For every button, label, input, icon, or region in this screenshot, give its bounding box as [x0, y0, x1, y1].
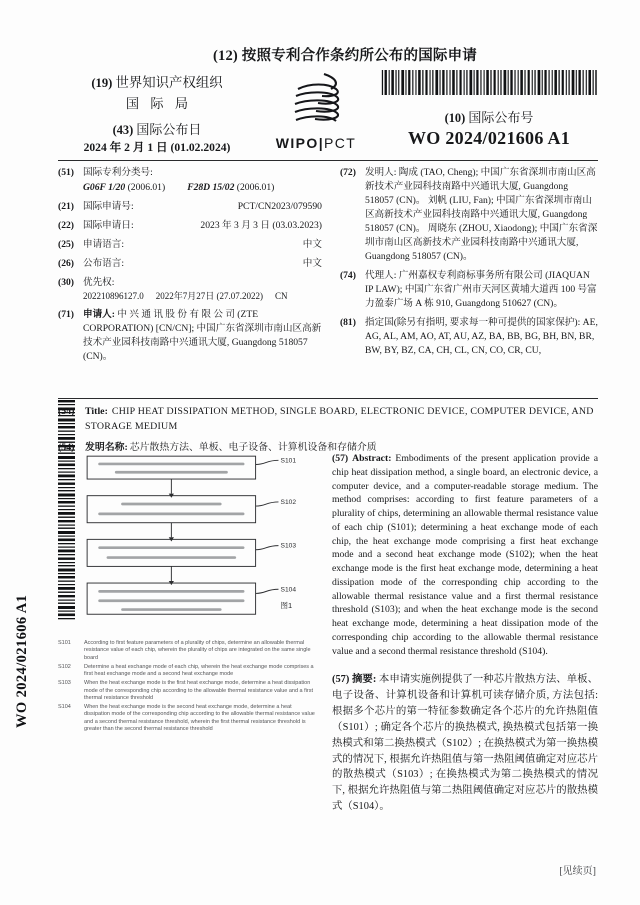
field-applicant-value: 中 兴 通 讯 股 份 有 限 公 司 (ZTE CORPORATION) [CN/CN]; 中国广东省深圳市南山区高新技术产业园科技南路中兴通讯大厦, Guangdong 518057 (CN)。: [83, 309, 322, 363]
ipc-class-2: F28D 15/02: [187, 182, 235, 193]
legend-code-s103: S103: [58, 680, 71, 687]
field-ipc-label: 国际专利分类号:: [83, 167, 153, 178]
legend-code-s101: S101: [58, 640, 71, 646]
flow-diagram: [58, 452, 318, 634]
abstract-en-label: Abstract:: [352, 453, 392, 464]
header-title-12: 按照专利合作条约所公布的国际申请: [241, 48, 477, 64]
field-priority: [58, 276, 322, 303]
field-filing-language-value: 中文: [302, 239, 322, 250]
field-application-number-code: (21): [58, 201, 74, 212]
title-english: [58, 405, 598, 435]
wipo-separator: |: [318, 135, 325, 151]
priority-date: 2022年7月27日 (27.07.2022): [155, 291, 263, 301]
field-agent-value: 广州嘉权专利商标事务所有限公司 (JIAQUAN IP LAW); 中国广东省广州市天河区黄埔大道西 100 号富力盈泰广场 A 栋 910, Guangdong 510627 (CN)。: [364, 270, 597, 309]
title-zh-label: 发明名称:: [85, 441, 128, 453]
title-top-divider: [58, 398, 598, 399]
field-applicant-code: (71): [58, 309, 74, 321]
legend-code-s102: S102: [58, 663, 71, 670]
abstract-zh-text: 本申请实施例提供了一种芯片散热方法、单板、电子设备、计算机设备和计算机可读存储介质, 方法包括: 根据多个芯片的第一特征参数确定各个芯片的允许热阻值（S101）; 确定各个芯片的换热模式, 换热模式包括第一换热模式和第二换热模式（S102）; 在换热模式为第一换热模式的情况下, 根据允许热阻值与第一热阻阈值确定对应芯片的散热模式（S103）; 在换热模式为第二换热模式的情况下, 根据允许热阻值与第二热阻阈值确定对应芯片的散热模式（S104）。: [332, 674, 598, 812]
wipo-wordmark: [252, 135, 380, 151]
priority-number: 202210896127.0: [83, 291, 144, 301]
title-en-text: CHIP HEAT DISSIPATION METHOD, SINGLE BOARD, ELECTRONIC DEVICE, COMPUTER DEVICE, AND STORAGE MEDIUM: [85, 406, 594, 432]
wipo-swirl-icon: [284, 72, 348, 134]
field-priority-code: (30): [58, 277, 74, 288]
field-agent-code: (74): [339, 270, 356, 281]
field-priority-label: 优先权:: [83, 277, 115, 288]
legend-item: [58, 680, 318, 702]
legend-code-s104: S104: [58, 703, 71, 710]
header-code-10: (10): [444, 111, 466, 125]
step-label-s101: S101: [280, 457, 297, 465]
field-inventors-code: (72): [339, 167, 356, 178]
field-publication-language-code: (26): [58, 258, 74, 269]
title-zh-code: (54): [58, 441, 75, 453]
spine-publication-number: WO 2024/021606 A1: [14, 594, 30, 728]
field-applicant-label: 申请人:: [83, 309, 115, 321]
field-application-date: [58, 219, 322, 233]
ipc-class-2-version: (2006.01): [236, 182, 275, 193]
field-designated-states-label: 指定国(除另有指明, 要求每一种可提供的国家保护):: [364, 317, 581, 328]
header-bureau: 国 际 局: [125, 96, 193, 111]
wipo-word: WIPO: [275, 135, 319, 151]
header-pubnum-label: 国际公布号: [468, 110, 534, 125]
field-filing-language-code: (25): [58, 239, 74, 250]
field-applicant: [58, 308, 322, 364]
bibliographic-left-column: [58, 166, 322, 369]
header-kind-line: [92, 44, 598, 65]
field-ipc-code: (51): [58, 167, 74, 178]
field-inventors-value: 陶成 (TAO, Cheng); 中国广东省深圳市南山区高新技术产业园科技南路中兴通讯大厦, Guangdong 518057 (CN)。 刘帆 (LIU, Fan); 中国广东省深圳市南山区高新技术产业园科技南路中兴通讯大厦, Guangdong 518057 (CN)。 周晓东 (ZHOU, Xiaodong); 中国广东省深圳市南山区高新技术产业园科技南路中兴通讯大厦, Guangdong 518057 (CN)。: [364, 167, 598, 262]
abstract-zh-label: 摘要:: [351, 674, 377, 686]
field-application-date-value: 2023 年 3 月 3 日 (03.03.2023): [200, 220, 322, 231]
field-filing-language-label: 申请语言:: [83, 239, 125, 250]
title-en-code: (54): [58, 406, 75, 417]
step-label-s104: S104: [280, 586, 297, 594]
legend-item: [58, 664, 318, 679]
bibliographic-right-column: [334, 166, 598, 369]
barcode-image: [380, 70, 598, 95]
pct-word: PCT: [324, 135, 357, 151]
legend-text-s102: Determine a heat exchange mode of each chip, wherein the heat exchange mode comprises a first heat exchange mode and a second heat exchange mode: [84, 663, 314, 678]
abstract-en-text: Embodiments of the present application provide a chip heat dissipation method, a single board, an electronic device, a computer device, and a computer-readable storage medium. The method comprises: according to first feature parameters of a plurality of chips, determining an allowable thermal resistance value of each chip (S101); determining a heat exchange mode of each chip, the heat exchange mode comprising a first heat exchange mode and a second heat exchange mode (S102); when the heat exchange mode is the first heat exchange mode, determining a heat dissipation mode of the corresponding chip according to the allowable thermal resistance value and a first thermal resistance threshold (S103); and when the heat exchange mode is the second heat exchange mode, determining a heat dissipation mode of the corresponding chip according to the allowable thermal resistance value and a second thermal resistance threshold (S104).: [332, 453, 599, 657]
ipc-class-1-version: (2006.01): [127, 182, 166, 193]
title-zh-text: 芯片散热方法、单板、电子设备、计算机设备和存储介质: [129, 441, 377, 453]
priority-country: CN: [275, 291, 288, 301]
ipc-class-1: G06F 1/20: [83, 182, 126, 193]
header-pubdate-label: 国际公布日: [136, 122, 202, 137]
document-header: [62, 44, 598, 156]
step-label-s103: S103: [280, 542, 297, 550]
field-publication-language-value: 中文: [302, 258, 322, 269]
header-organization-block: [62, 70, 252, 155]
header-code-43: (43): [112, 123, 134, 137]
abstract-zh-code: (57): [332, 674, 350, 686]
field-filing-language: [58, 238, 322, 252]
legend-item: [58, 640, 318, 662]
field-designated-states-code: (81): [339, 317, 356, 328]
field-publication-language: [58, 257, 322, 271]
field-application-number-value: PCT/CN2023/079590: [237, 201, 322, 212]
legend-text-s104: When the heat exchange mode is the second heat exchange mode, determine a heat dissipation mode of the corresponding chip according to the allowable thermal resistance value and a second thermal resistance threshold, wherein the first thermal resistance threshold is greater than the second thermal resistance threshold: [84, 703, 315, 733]
header-organization-name: 世界知识产权组织: [115, 75, 223, 90]
bibliographic-data: [58, 166, 598, 369]
abstract-english: [332, 452, 598, 658]
legend-text-s101: According to first feature parameters of a plurality of chips, determine an allowable thermal resistance value of each chip, wherein the plurality of chips are integrated on the same single board: [84, 640, 311, 661]
header-code-19: (19): [91, 76, 113, 90]
abstract-column: [332, 452, 598, 815]
header-publication-date: 2024 年 2 月 1 日 (01.02.2024): [83, 141, 231, 154]
abstract-en-code: (57): [332, 453, 349, 464]
lower-body: [58, 452, 598, 815]
field-application-date-code: (22): [58, 220, 74, 231]
publication-number: WO 2024/021606 A1: [407, 128, 571, 148]
title-block: [58, 405, 598, 456]
abstract-chinese: [332, 672, 598, 814]
field-inventors: [340, 166, 598, 264]
continuation-note: [见续页]: [559, 866, 596, 877]
field-application-number: [58, 200, 322, 214]
field-agent-label: 代理人:: [364, 270, 397, 281]
field-ipc: [58, 166, 322, 195]
legend-text-s103: When the heat exchange mode is the first heat exchange mode, determine a heat dissipation mode of the corresponding chip according to the allowable thermal resistance value and a first thermal resistance threshold: [84, 680, 313, 701]
figure-column: [58, 452, 318, 815]
field-inventors-label: 发明人:: [364, 167, 397, 178]
header-publication-block: [380, 70, 598, 149]
wipo-logo: [252, 70, 380, 151]
header-divider: [58, 160, 598, 161]
field-application-date-label: 国际申请日:: [83, 220, 134, 231]
flowchart-svg: [58, 452, 318, 634]
step-label-s102: S102: [280, 499, 297, 506]
title-en-label: Title:: [85, 406, 108, 417]
field-designated-states: [340, 316, 598, 358]
legend-item: [58, 704, 318, 734]
figure-caption: 图1: [280, 601, 293, 610]
field-publication-language-label: 公布语言:: [83, 258, 125, 269]
field-agent: [340, 269, 598, 311]
header-code-12: (12): [213, 48, 238, 64]
figure-legend: [58, 640, 318, 734]
field-application-number-label: 国际申请号:: [83, 201, 134, 212]
field-designated-states-value: AE, AG, AL, AM, AO, AT, AU, AZ, BA, BB, BG, BH, BN, BR, BW, BY, BZ, CA, CH, CL, CN, CO, CR, CU,: [364, 317, 598, 356]
